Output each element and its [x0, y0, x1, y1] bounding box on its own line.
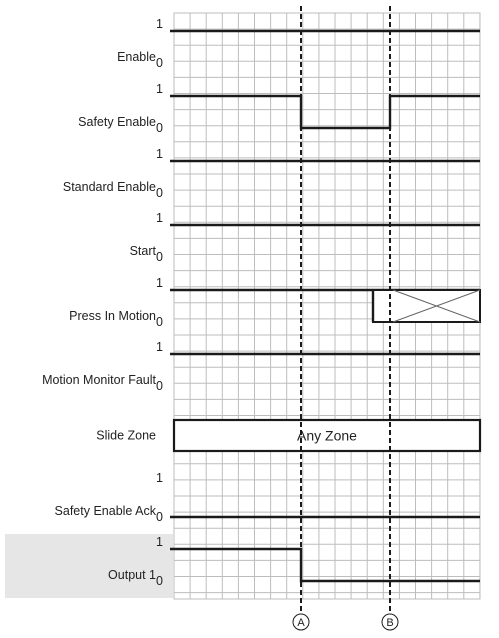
level-high-label: 1	[156, 471, 163, 485]
level-high-label: 1	[156, 340, 163, 354]
signal-label: Standard Enable	[62, 180, 156, 194]
signal-label: Output 1	[108, 568, 156, 582]
marker-label: A	[297, 617, 305, 629]
signal-slide-zone	[174, 420, 480, 451]
level-low-label: 0	[156, 56, 163, 70]
level-high-label: 1	[156, 82, 163, 96]
signal-label: Enable	[117, 50, 156, 64]
signal-label: Start	[129, 244, 156, 258]
signal-label: Press In Motion	[69, 309, 156, 323]
bus-value: Any Zone	[297, 427, 357, 444]
signal-label: Safety Enable	[78, 115, 156, 129]
signal-label: Slide Zone	[96, 428, 156, 443]
level-low-label: 0	[156, 574, 163, 588]
level-high-label: 1	[156, 211, 163, 225]
level-low-label: 0	[156, 186, 163, 200]
marker-label: B	[386, 617, 394, 629]
level-high-label: 1	[156, 17, 163, 31]
level-high-label: 1	[156, 276, 163, 290]
level-low-label: 0	[156, 315, 163, 329]
level-low-label: 0	[156, 250, 163, 264]
signal-label: Motion Monitor Fault	[42, 373, 156, 387]
level-low-label: 0	[156, 121, 163, 135]
signal-press-in-motion	[170, 290, 480, 322]
level-high-label: 1	[156, 147, 163, 161]
signal-safety-enable	[170, 96, 480, 128]
level-low-label: 0	[156, 379, 163, 393]
level-low-label: 0	[156, 510, 163, 524]
level-high-label: 1	[156, 535, 163, 549]
output-1-highlight-band	[5, 534, 173, 598]
waveform-trace	[170, 96, 480, 128]
signal-label: Safety Enable Ack	[54, 504, 156, 518]
